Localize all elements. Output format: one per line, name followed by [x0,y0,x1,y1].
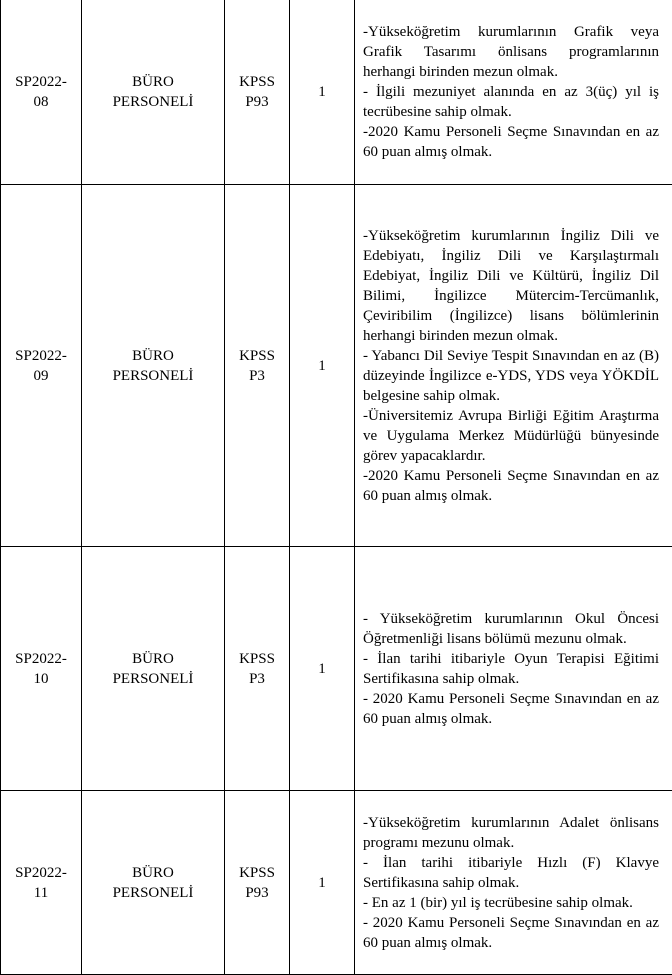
position-code-line: SP2022- [15,347,67,364]
position-title-line: BÜRO [132,74,174,90]
requirements-cell [355,0,672,185]
table-row [1,791,672,975]
position-title-cell [82,185,225,547]
position-code-line: SP2022- [15,74,67,90]
position-title-cell [82,547,225,791]
position-count-cell: 1 [290,185,355,547]
requirement-item: - İlan tarihi itibariyle Oyun Terapisi Eğitimi Sertifikasına sahip olmak. [363,650,659,687]
position-code-line: 09 [33,367,49,384]
position-title-line: BÜRO [132,347,174,364]
exam-type-cell [225,547,290,791]
table-row [1,547,672,791]
position-title-cell [82,0,225,185]
requirement-item: - Yabancı Dil Seviye Tespit Sınavından en az (B) düzeyinde İngilizce e-YDS, YDS veya YÖKDİL belgesine sahip olmak. [363,347,659,404]
exam-type-line: P93 [245,94,269,110]
requirements-cell [355,185,672,547]
requirement-item: - Yükseköğretim kurumlarının Okul Öncesi Öğretmenliği lisans bölümü mezunu olmak. [363,610,659,647]
position-title-line: PERSONELİ [112,670,194,687]
requirements-cell [355,791,672,975]
exam-type-cell [225,0,290,185]
requirement-item: - 2020 Kamu Personeli Seçme Sınavından en az 60 puan almış olmak. [363,690,659,727]
position-code-cell [1,185,82,547]
requirement-item: - En az 1 (bir) yıl iş tecrübesine sahip olmak. [363,894,633,911]
position-count-cell: 1 [290,791,355,975]
position-title-line: PERSONELİ [112,94,194,110]
position-code-cell [1,791,82,975]
position-count-cell: 1 [290,547,355,791]
exam-type-line: P3 [249,670,265,687]
exam-type-line: KPSS [239,864,275,881]
exam-type-line: KPSS [239,74,275,90]
position-code-cell [1,0,82,185]
position-title-line: PERSONELİ [112,884,194,901]
requirements-cell [355,547,672,791]
requirement-item: -Yükseköğretim kurumlarının İngiliz Dili ve Edebiyatı, İngiliz Dili ve Karşılaştırmalı Edebiyat, İngiliz Dili ve Kültürü, İngiliz Dil Bilimi, İngilizce Mütercim-Tercümanlık, Çeviribilim (İngilizce) lisans bölümlerinin herhangi birinden mezun olmak. [363,227,659,344]
position-count-cell: 1 [290,0,355,185]
position-title-line: BÜRO [132,650,174,667]
position-title-line: BÜRO [132,864,174,881]
exam-type-line: P93 [245,884,269,901]
requirement-item: -2020 Kamu Personeli Seçme Sınavından en az 60 puan almış olmak. [363,124,659,160]
table-row [1,185,672,547]
position-code-line: 08 [33,94,49,110]
requirement-item: -Üniversitemiz Avrupa Birliği Eğitim Araştırma ve Uygulama Merkez Müdürlüğü bünyesinde görev yapacaklardır. [363,407,659,464]
position-code-line: 11 [33,884,49,901]
requirement-item: - 2020 Kamu Personeli Seçme Sınavından en az 60 puan almış olmak. [363,914,659,951]
position-title-line: PERSONELİ [112,367,194,384]
requirement-item: -Yükseköğretim kurumlarının Grafik veya Grafik Tasarımı önlisans programlarının herhangi birinden mezun olmak. [363,24,659,80]
requirement-item: - İlgili mezuniyet alanında en az 3(üç) yıl iş tecrübesine sahip olmak. [363,84,659,120]
requirement-item: -Yükseköğretim kurumlarının Adalet önlisans programı mezunu olmak. [363,814,659,851]
exam-type-line: P3 [249,367,265,384]
position-code-line: 10 [33,670,49,687]
exam-type-cell [225,791,290,975]
position-code-line: SP2022- [15,864,67,881]
requirement-item: - İlan tarihi itibariyle Hızlı (F) Klavye Sertifikasına sahip olmak. [363,854,659,891]
exam-type-line: KPSS [239,347,275,364]
table-row [1,0,672,185]
position-code-line: SP2022- [15,650,67,667]
requirement-item: -2020 Kamu Personeli Seçme Sınavından en az 60 puan almış olmak. [363,467,659,504]
position-code-cell [1,547,82,791]
position-title-cell [82,791,225,975]
exam-type-line: KPSS [239,650,275,667]
exam-type-cell [225,185,290,547]
